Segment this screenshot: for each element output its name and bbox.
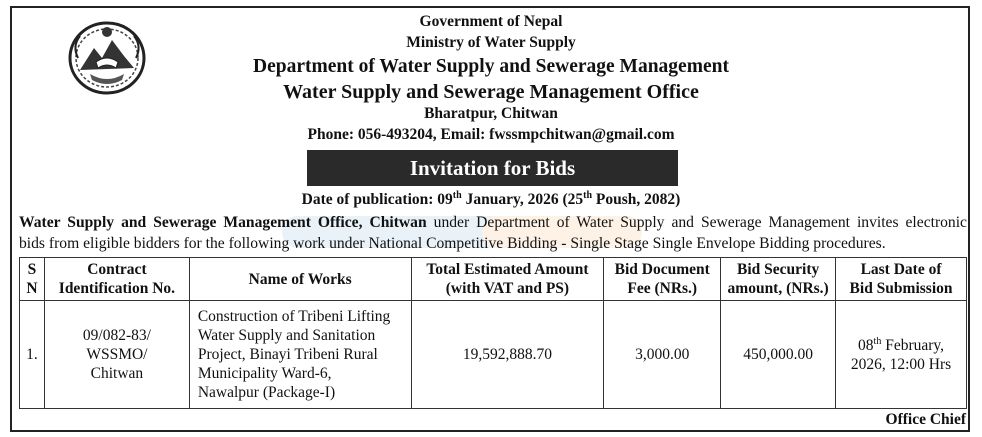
table-row (20, 301, 967, 409)
intro-line-1: Water Supply and Sewerage Management Office, Chitwan under Department of Water Supply and Sewerage Management invites electronic (19, 214, 967, 231)
intro-line-2: bids from eligible bidders for the following work under National Competitive Bidding - Single Stage Single Envelope Bidding procedures. (19, 235, 886, 252)
col-header-last-date: Last Date of Bid Submission (836, 258, 967, 301)
header-office: Water Supply and Sewerage Management Office (283, 81, 699, 103)
col-header-works: Name of Works (189, 258, 411, 301)
bids-table (19, 257, 967, 409)
intro-paragraph (19, 212, 967, 254)
header-contact: Phone: 056-493204, Email: fwssmpchitwan@gmail.com (307, 126, 675, 143)
cell-sn: 1. (20, 301, 45, 409)
header-department: Department of Water Supply and Sewerage Management (253, 56, 729, 77)
header-government: Government of Nepal (419, 13, 563, 30)
cell-last-date: 08th February, 2026, 12:00 Hrs (836, 301, 967, 409)
cell-bid-security: 450,000.00 (721, 301, 836, 409)
col-header-sn: S N (20, 258, 45, 301)
col-header-contract-id: Contract Identification No. (44, 258, 189, 301)
col-header-estimated-amount: Total Estimated Amount (with VAT and PS) (411, 258, 604, 301)
cell-contract-id: 09/082-83/ WSSMO/ Chitwan (44, 301, 189, 409)
banner-title: Invitation for Bids (409, 155, 576, 180)
col-header-document-fee: Bid Document Fee (NRs.) (604, 258, 721, 301)
publication-date: Date of publication: 09th January, 2026 (25th Poush, 2082) (301, 189, 681, 208)
header-location: Bharatpur, Chitwan (424, 105, 558, 122)
col-header-bid-security: Bid Security amount, (NRs.) (721, 258, 836, 301)
header-ministry: Ministry of Water Supply (406, 34, 576, 51)
cell-estimated-amount: 19,592,888.70 (411, 301, 604, 409)
cell-document-fee: 3,000.00 (604, 301, 721, 409)
cell-works: Construction of Tribeni Lifting Water Supply and Sanitation Project, Binayi Tribeni Rural Municipality Ward-6, Nawalpur (Package-I) (189, 301, 411, 409)
invitation-banner (307, 150, 678, 186)
table-header-row (20, 258, 967, 301)
office-chief-signature: Office Chief (885, 411, 966, 428)
